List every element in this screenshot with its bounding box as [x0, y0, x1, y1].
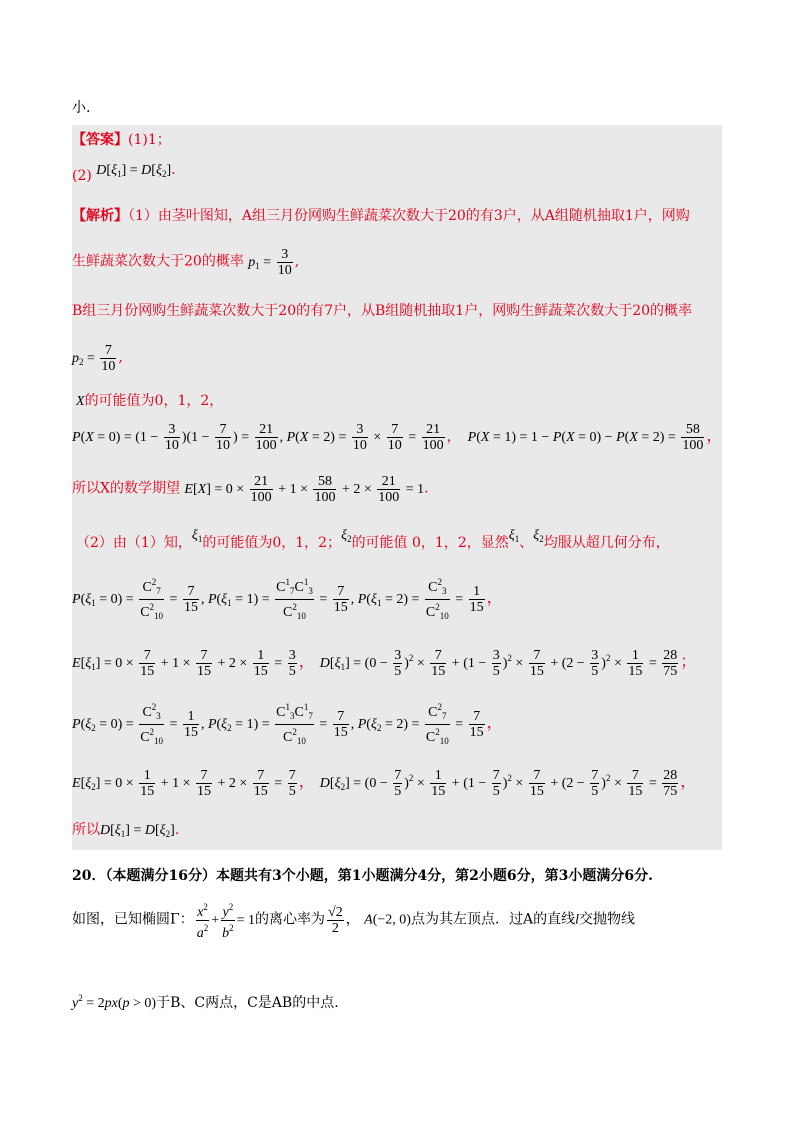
q20-line-2 — [72, 988, 339, 1014]
part2-intro — [76, 528, 670, 557]
x-symbol: X — [76, 394, 85, 409]
ellipse-formula: $\frac{x^2}{a^2}$ + $\frac{y^2}{b^2}$ = 1 — [196, 902, 256, 941]
conclusion-line: 所以$D[\xi_1] = D[\xi_2]$. — [72, 822, 180, 839]
q20-text-f: 于B、C两点，C是AB的中点. — [156, 995, 339, 1011]
parabola-formula: $y^2 = 2px(p > 0)$ — [72, 993, 157, 1011]
part2-text-d: 、 — [519, 535, 534, 551]
so-prefix: 所以 — [72, 822, 100, 838]
p2-formula: $p_2$ = $\frac{7}{10}$ — [72, 343, 116, 374]
x-values-text: 的可能值为0，1，2， — [84, 393, 224, 409]
d-xi2-formula: $D[\xi_2] = (0$ − $\frac{7}{5}$ )$^2$ × $\frac{1}{15}$ + (1 − $\frac{7}{5}$ )$^2$ × $\frac{7}{15}$ + (2 − $\frac{7}{5}$ )$^2$ × $\frac{7}{15}$ = $\frac{28}{75}$ — [319, 768, 678, 799]
xi1-symbol-2: $\xi_1$ — [508, 528, 520, 544]
xi1-symbol: $\xi_1$ — [191, 528, 203, 544]
p1-formula: $p_1$ = $\frac{3}{10}$ — [248, 247, 292, 278]
analysis-label: 【解析】 — [72, 208, 128, 224]
q20-text-c: ， — [345, 911, 360, 928]
analysis-line-3: B组三月份网购生鲜蔬菜次数大于20的有7户，从B组随机抽取1户，网购生鲜蔬菜次数大于20的概率 — [72, 303, 693, 319]
x-values-line — [76, 391, 223, 412]
p-xi1-line: $P(\xi_1 = 0)$ = $\frac{C^2_7}{C^2_{10}}$ = $\frac{7}{15}$ , $P(\xi_1 = 1)$ = $\frac{C^1_7C^1_3}{C^2_{10}}$ = $\frac{7}{15}$ , $P(\xi_1 = 2)$ = $\frac{C^2_3}{C^2_{10}}$ = $\frac{1}{15}$ ， — [72, 577, 503, 621]
xi2-symbol-2: $\xi_2$ — [533, 528, 544, 544]
ex-formula: E[X] = 0 × $\frac{21}{100}$ + 1 × $\frac{58}{100}$ + 2 × $\frac{21}{100}$ = 1 — [184, 474, 425, 505]
ed-xi1-line: $E[\xi_1] = 0$ × $\frac{7}{15}$ + 1 × $\frac{7}{15}$ + 2 × $\frac{1}{15}$ = $\frac{3}{5}$ ， $D[\xi_1] = (0$ − $\frac{3}{5}$ )$^2$ × $\frac{7}{15}$ + (1 − $\frac{3}{5}$ )$^2$ × $\frac{7}{15}$ + (2 − $\frac{3}{5}$ )$^2$ × $\frac{1}{15}$ = $\frac{28}{75}$ ； — [72, 648, 697, 679]
p-xi1-formula: $P(\xi_1 = 0)$ = $\frac{C^2_7}{C^2_{10}}$ = $\frac{7}{15}$ , $P(\xi_1 = 1)$ = $\frac{C^1_7C^1_3}{C^2_{10}}$ = $\frac{7}{15}$ , $P(\xi_1 = 2)$ = $\frac{C^2_3}{C^2_{10}}$ = $\frac{1}{15}$ — [72, 577, 484, 621]
eccentricity-formula: $\frac{√2}{2}$ — [328, 905, 343, 936]
p2-line: $p_2$ = $\frac{7}{10}$ , — [72, 343, 123, 374]
q20-text-d: 点为其左顶点．过A的直线 — [410, 911, 576, 928]
d-xi1-formula: $D[\xi_1] = (0$ − $\frac{3}{5}$ )$^2$ × $\frac{7}{15}$ + (1 − $\frac{3}{5}$ )$^2$ × $\frac{7}{15}$ + (2 − $\frac{3}{5}$ )$^2$ × $\frac{1}{15}$ = $\frac{28}{75}$ — [319, 648, 678, 679]
answer-part2-label: (2) — [72, 168, 92, 184]
analysis-text-2: 生鲜蔬菜次数大于20的概率 — [72, 253, 244, 270]
p-xi2-line: $P(\xi_2 = 0)$ = $\frac{C^2_3}{C^2_{10}}$ = $\frac{1}{15}$ , $P(\xi_2 = 1)$ = $\frac{C^1_3C^1_7}{C^2_{10}}$ = $\frac{7}{15}$ , $P(\xi_2 = 2)$ = $\frac{C^2_7}{C^2_{10}}$ = $\frac{7}{15}$ ， — [72, 702, 503, 746]
answer-part1: (1)1； — [128, 132, 171, 148]
analysis-text-1: （1）由茎叶图知，A组三月份网购生鲜蔬菜次数大于20的有3户，从A组随机抽取1户，网购 — [128, 208, 690, 224]
p-xi2-formula: $P(\xi_2 = 0)$ = $\frac{C^2_3}{C^2_{10}}$ = $\frac{1}{15}$ , $P(\xi_2 = 1)$ = $\frac{C^1_3C^1_7}{C^2_{10}}$ = $\frac{7}{15}$ , $P(\xi_2 = 2)$ = $\frac{C^2_7}{C^2_{10}}$ = $\frac{7}{15}$ — [72, 702, 484, 746]
ex-line: 所以X的数学期望 E[X] = 0 × $\frac{21}{100}$ + 1 × $\frac{58}{100}$ + 2 × $\frac{21}{100}$ = 1. — [72, 474, 429, 505]
ed-xi2-line: $E[\xi_2] = 0$ × $\frac{1}{15}$ + 1 × $\frac{7}{15}$ + 2 × $\frac{7}{15}$ = $\frac{7}{5}$ ， $D[\xi_2] = (0$ − $\frac{7}{5}$ )$^2$ × $\frac{1}{15}$ + (1 − $\frac{7}{5}$ )$^2$ × $\frac{7}{15}$ + (2 − $\frac{7}{5}$ )$^2$ × $\frac{7}{15}$ = $\frac{28}{75}$ ， — [72, 768, 697, 799]
analysis-line-2: 生鲜蔬菜次数大于20的概率 $p_1$ = $\frac{3}{10}$ , — [72, 247, 300, 278]
part2-text-b: 的可能值为0，1，2； — [202, 535, 342, 551]
answer-end: . — [171, 162, 176, 178]
part2-text-e: 均服从超几何分布， — [543, 535, 670, 551]
px-distribution-line: P(X = 0) = (1 − $\frac{3}{10}$ )(1 − $\frac{7}{10}$ ) = $\frac{21}{100}$ , P(X = 2) = $\frac{3}{10}$ × $\frac{7}{10}$ = $\frac{21}{100}$ ， P(X = 1) = 1 − P(X = 0) − P(X = 2) = $\frac{58}{100}$ ， — [72, 422, 723, 453]
q20-text-e: 交抛物线 — [578, 911, 635, 928]
continued-text: 小. — [72, 100, 91, 116]
ed-xi1-formula: $E[\xi_1] = 0$ × $\frac{7}{15}$ + 1 × $\frac{7}{15}$ + 2 × $\frac{1}{15}$ = $\frac{3}{5}$ — [72, 648, 296, 679]
point-a-formula: A(−2, 0) — [364, 912, 411, 928]
analysis-line-1 — [72, 206, 690, 226]
xi2-symbol: $\xi_2$ — [341, 528, 352, 544]
conclusion-formula: $D[\xi_1] = D[\xi_2]$ — [100, 823, 175, 839]
part2-text-c: 的可能值 0，1，2，显然 — [351, 535, 509, 551]
answer-line-2 — [72, 160, 176, 184]
px-formula: P(X = 0) = (1 − $\frac{3}{10}$ )(1 − $\frac{7}{10}$ ) = $\frac{21}{100}$ , P(X = 2) = $\frac{3}{10}$ × $\frac{7}{10}$ = $\frac{21}{100}$ ， P(X = 1) = 1 − P(X = 0) − P(X = 2) = $\frac{58}{100}$ — [72, 422, 704, 453]
part2-text-a: （2）由（1）知， — [76, 535, 192, 551]
q20-header: 20．（本题满分16分）本题共有3个小题，第1小题满分4分，第2小题6分，第3小题满分6分. — [72, 868, 654, 884]
ex-prefix: 所以X的数学期望 — [72, 480, 180, 497]
q20-text-b: 的离心率为 — [255, 911, 326, 928]
line-l-symbol: l — [575, 912, 579, 928]
answer-formula: $D[\xi_1] = D[\xi_2]$ — [96, 163, 172, 179]
ed-xi2-formula: $E[\xi_2] = 0$ × $\frac{1}{15}$ + 1 × $\frac{7}{15}$ + 2 × $\frac{7}{15}$ = $\frac{7}{5}$ — [72, 768, 296, 799]
answer-line-1 — [72, 130, 171, 150]
q20-line-1 — [72, 900, 635, 941]
q20-text-a: 如图，已知椭圆Γ： — [72, 911, 194, 928]
answer-label: 【答案】 — [72, 132, 128, 148]
